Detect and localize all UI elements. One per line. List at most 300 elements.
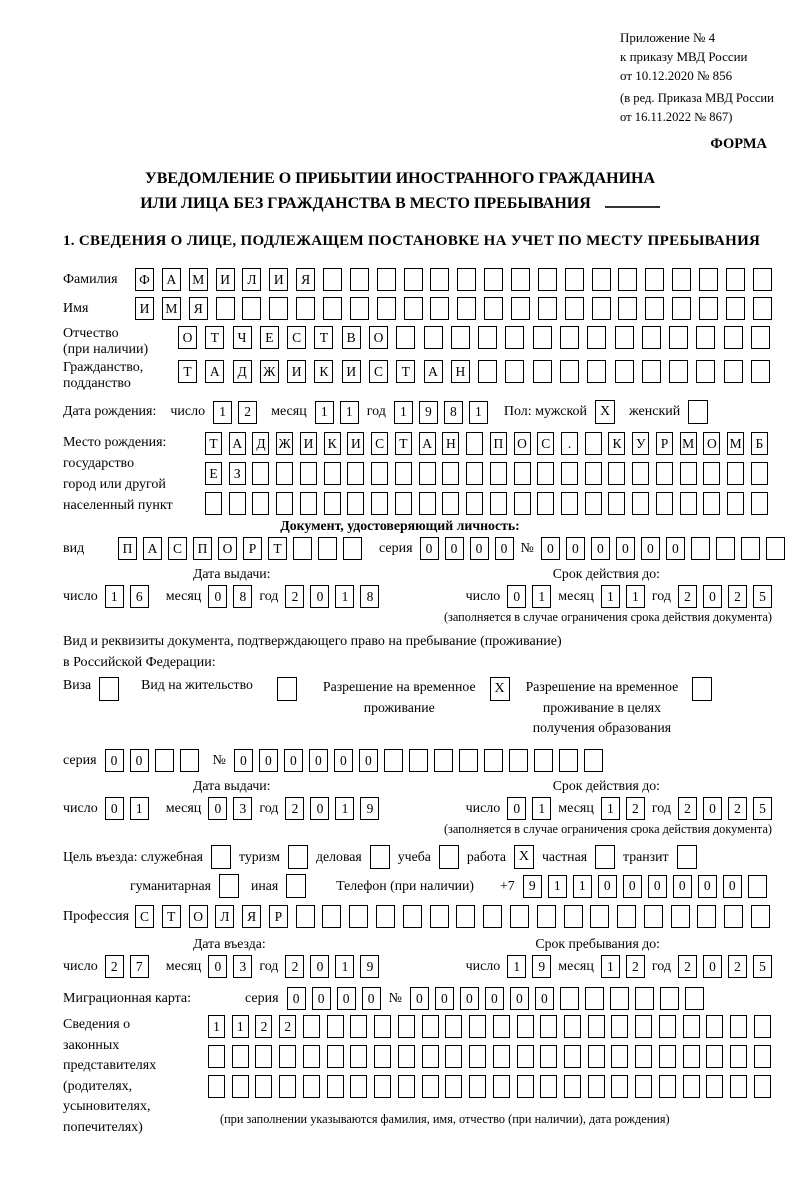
char-cell[interactable] [517, 1075, 534, 1098]
char-cell[interactable] [585, 987, 604, 1010]
char-cell[interactable] [611, 1045, 628, 1068]
char-cell[interactable]: 0 [666, 537, 685, 560]
char-cell[interactable]: С [168, 537, 187, 560]
char-cell[interactable] [322, 905, 341, 928]
char-cell[interactable] [540, 1015, 557, 1038]
char-cell[interactable] [303, 1045, 320, 1068]
purpose-tourism-checkbox[interactable] [288, 845, 308, 869]
char-cell[interactable] [422, 1075, 439, 1098]
char-cell[interactable] [727, 492, 744, 515]
char-cell[interactable]: 0 [495, 537, 514, 560]
char-cell[interactable] [208, 1075, 225, 1098]
char-cell[interactable]: 0 [703, 955, 722, 978]
char-cell[interactable] [343, 537, 362, 560]
char-cell[interactable] [371, 492, 388, 515]
char-cell[interactable] [726, 297, 745, 320]
char-cell[interactable] [724, 905, 743, 928]
char-cell[interactable] [434, 749, 453, 772]
char-cell[interactable] [587, 326, 606, 349]
char-cell[interactable] [445, 1015, 462, 1038]
char-cell[interactable]: А [205, 360, 224, 383]
visa-checkbox[interactable] [99, 677, 119, 701]
char-cell[interactable]: 2 [105, 955, 124, 978]
char-cell[interactable]: Н [442, 432, 459, 455]
char-cell[interactable]: О [218, 537, 237, 560]
char-cell[interactable]: Л [242, 268, 261, 291]
char-cell[interactable] [538, 268, 557, 291]
char-cell[interactable] [642, 326, 661, 349]
char-cell[interactable]: 0 [337, 987, 356, 1010]
char-cell[interactable]: . [561, 432, 578, 455]
char-cell[interactable]: 1 [548, 875, 567, 898]
char-cell[interactable] [493, 1015, 510, 1038]
purpose-business-checkbox[interactable] [370, 845, 390, 869]
char-cell[interactable] [493, 1045, 510, 1068]
char-cell[interactable] [644, 905, 663, 928]
char-cell[interactable] [347, 492, 364, 515]
char-cell[interactable] [537, 462, 554, 485]
char-cell[interactable] [533, 326, 552, 349]
char-cell[interactable]: Т [395, 432, 412, 455]
char-cell[interactable]: Е [205, 462, 222, 485]
char-cell[interactable] [730, 1015, 747, 1038]
char-cell[interactable]: 0 [616, 537, 635, 560]
char-cell[interactable] [561, 462, 578, 485]
char-cell[interactable] [483, 905, 502, 928]
char-cell[interactable]: 1 [335, 585, 354, 608]
char-cell[interactable]: 2 [285, 585, 304, 608]
char-cell[interactable]: Р [656, 432, 673, 455]
char-cell[interactable] [255, 1075, 272, 1098]
char-cell[interactable] [376, 905, 395, 928]
char-cell[interactable] [685, 987, 704, 1010]
char-cell[interactable]: П [490, 432, 507, 455]
purpose-study-checkbox[interactable] [439, 845, 459, 869]
char-cell[interactable] [396, 326, 415, 349]
char-cell[interactable]: 0 [703, 585, 722, 608]
char-cell[interactable] [517, 1045, 534, 1068]
char-cell[interactable] [754, 1045, 771, 1068]
char-cell[interactable] [478, 326, 497, 349]
char-cell[interactable]: К [324, 432, 341, 455]
char-cell[interactable]: А [162, 268, 181, 291]
char-cell[interactable] [635, 1045, 652, 1068]
char-cell[interactable] [469, 1045, 486, 1068]
char-cell[interactable] [350, 268, 369, 291]
char-cell[interactable] [610, 987, 629, 1010]
char-cell[interactable]: У [632, 432, 649, 455]
char-cell[interactable] [466, 432, 483, 455]
char-cell[interactable]: 0 [105, 749, 124, 772]
char-cell[interactable] [242, 297, 261, 320]
char-cell[interactable]: 0 [334, 749, 353, 772]
residence-permit-checkbox[interactable] [277, 677, 297, 701]
char-cell[interactable]: Е [260, 326, 279, 349]
char-cell[interactable]: О [514, 432, 531, 455]
char-cell[interactable]: 1 [626, 585, 645, 608]
char-cell[interactable] [608, 462, 625, 485]
char-cell[interactable] [727, 462, 744, 485]
char-cell[interactable] [430, 905, 449, 928]
char-cell[interactable] [656, 492, 673, 515]
char-cell[interactable]: 2 [626, 797, 645, 820]
char-cell[interactable] [466, 462, 483, 485]
char-cell[interactable]: Р [243, 537, 262, 560]
char-cell[interactable]: 9 [360, 797, 379, 820]
char-cell[interactable]: 2 [678, 955, 697, 978]
char-cell[interactable] [659, 1075, 676, 1098]
char-cell[interactable]: О [189, 905, 208, 928]
char-cell[interactable] [659, 1015, 676, 1038]
char-cell[interactable] [564, 1045, 581, 1068]
char-cell[interactable] [398, 1075, 415, 1098]
char-cell[interactable]: 2 [279, 1015, 296, 1038]
char-cell[interactable]: Т [268, 537, 287, 560]
char-cell[interactable] [585, 432, 602, 455]
char-cell[interactable]: Я [189, 297, 208, 320]
char-cell[interactable] [751, 905, 770, 928]
char-cell[interactable] [615, 326, 634, 349]
char-cell[interactable] [696, 360, 715, 383]
char-cell[interactable]: И [342, 360, 361, 383]
char-cell[interactable]: П [118, 537, 137, 560]
char-cell[interactable]: 1 [573, 875, 592, 898]
char-cell[interactable] [588, 1015, 605, 1038]
char-cell[interactable] [395, 462, 412, 485]
char-cell[interactable] [377, 268, 396, 291]
char-cell[interactable] [726, 268, 745, 291]
char-cell[interactable] [384, 749, 403, 772]
char-cell[interactable]: Ф [135, 268, 154, 291]
char-cell[interactable] [730, 1045, 747, 1068]
char-cell[interactable]: Ж [276, 432, 293, 455]
char-cell[interactable] [590, 905, 609, 928]
char-cell[interactable] [279, 1075, 296, 1098]
char-cell[interactable] [232, 1075, 249, 1098]
char-cell[interactable]: 0 [310, 585, 329, 608]
char-cell[interactable]: С [135, 905, 154, 928]
char-cell[interactable] [232, 1045, 249, 1068]
char-cell[interactable]: М [162, 297, 181, 320]
char-cell[interactable]: 0 [673, 875, 692, 898]
char-cell[interactable] [252, 492, 269, 515]
char-cell[interactable] [493, 1075, 510, 1098]
char-cell[interactable]: А [229, 432, 246, 455]
char-cell[interactable] [618, 268, 637, 291]
char-cell[interactable] [469, 1015, 486, 1038]
char-cell[interactable]: 1 [213, 401, 232, 424]
char-cell[interactable] [208, 1045, 225, 1068]
char-cell[interactable] [484, 749, 503, 772]
char-cell[interactable]: 7 [130, 955, 149, 978]
char-cell[interactable] [672, 268, 691, 291]
char-cell[interactable]: К [608, 432, 625, 455]
char-cell[interactable] [430, 268, 449, 291]
char-cell[interactable] [293, 537, 312, 560]
char-cell[interactable]: 0 [541, 537, 560, 560]
char-cell[interactable] [404, 297, 423, 320]
char-cell[interactable]: 0 [284, 749, 303, 772]
char-cell[interactable]: 0 [435, 987, 454, 1010]
char-cell[interactable]: 0 [234, 749, 253, 772]
char-cell[interactable] [635, 1015, 652, 1038]
char-cell[interactable]: 0 [470, 537, 489, 560]
char-cell[interactable] [276, 492, 293, 515]
char-cell[interactable]: Л [215, 905, 234, 928]
char-cell[interactable] [588, 1075, 605, 1098]
char-cell[interactable] [456, 905, 475, 928]
char-cell[interactable] [703, 492, 720, 515]
char-cell[interactable] [509, 749, 528, 772]
char-cell[interactable] [300, 492, 317, 515]
char-cell[interactable] [534, 749, 553, 772]
char-cell[interactable] [422, 1045, 439, 1068]
char-cell[interactable]: 0 [259, 749, 278, 772]
char-cell[interactable]: 0 [445, 537, 464, 560]
char-cell[interactable]: Т [396, 360, 415, 383]
char-cell[interactable] [683, 1075, 700, 1098]
char-cell[interactable] [229, 492, 246, 515]
char-cell[interactable]: И [347, 432, 364, 455]
char-cell[interactable] [350, 1075, 367, 1098]
char-cell[interactable] [459, 749, 478, 772]
char-cell[interactable]: Н [451, 360, 470, 383]
char-cell[interactable] [585, 492, 602, 515]
char-cell[interactable] [377, 297, 396, 320]
char-cell[interactable]: 1 [532, 797, 551, 820]
char-cell[interactable] [327, 1015, 344, 1038]
char-cell[interactable] [617, 905, 636, 928]
char-cell[interactable] [691, 537, 710, 560]
char-cell[interactable]: А [143, 537, 162, 560]
char-cell[interactable] [327, 1045, 344, 1068]
char-cell[interactable]: 0 [535, 987, 554, 1010]
char-cell[interactable] [538, 297, 557, 320]
char-cell[interactable]: 0 [460, 987, 479, 1010]
char-cell[interactable]: Т [178, 360, 197, 383]
char-cell[interactable] [766, 537, 785, 560]
char-cell[interactable] [269, 297, 288, 320]
char-cell[interactable]: 1 [601, 585, 620, 608]
char-cell[interactable] [451, 326, 470, 349]
char-cell[interactable] [466, 492, 483, 515]
char-cell[interactable]: И [216, 268, 235, 291]
char-cell[interactable]: Т [205, 326, 224, 349]
char-cell[interactable]: 2 [678, 585, 697, 608]
char-cell[interactable] [403, 905, 422, 928]
char-cell[interactable] [635, 987, 654, 1010]
char-cell[interactable] [724, 326, 743, 349]
char-cell[interactable]: 3 [233, 797, 252, 820]
char-cell[interactable] [645, 268, 664, 291]
char-cell[interactable] [618, 297, 637, 320]
char-cell[interactable] [680, 492, 697, 515]
char-cell[interactable]: 9 [419, 401, 438, 424]
char-cell[interactable] [748, 875, 767, 898]
char-cell[interactable] [511, 297, 530, 320]
char-cell[interactable]: 2 [255, 1015, 272, 1038]
char-cell[interactable] [445, 1075, 462, 1098]
char-cell[interactable]: 0 [510, 987, 529, 1010]
sex-male-checkbox[interactable]: X [595, 400, 615, 424]
char-cell[interactable]: 2 [285, 955, 304, 978]
purpose-transit-checkbox[interactable] [677, 845, 697, 869]
char-cell[interactable]: Д [233, 360, 252, 383]
char-cell[interactable] [564, 1075, 581, 1098]
char-cell[interactable]: 0 [566, 537, 585, 560]
char-cell[interactable] [540, 1075, 557, 1098]
char-cell[interactable]: 0 [208, 797, 227, 820]
char-cell[interactable] [510, 905, 529, 928]
char-cell[interactable]: О [178, 326, 197, 349]
char-cell[interactable]: 0 [598, 875, 617, 898]
char-cell[interactable] [741, 537, 760, 560]
char-cell[interactable] [350, 1045, 367, 1068]
char-cell[interactable] [672, 297, 691, 320]
purpose-private-checkbox[interactable] [595, 845, 615, 869]
char-cell[interactable] [371, 462, 388, 485]
char-cell[interactable]: С [287, 326, 306, 349]
char-cell[interactable] [669, 360, 688, 383]
char-cell[interactable] [754, 1015, 771, 1038]
char-cell[interactable]: И [135, 297, 154, 320]
char-cell[interactable] [252, 462, 269, 485]
char-cell[interactable] [419, 462, 436, 485]
char-cell[interactable] [347, 462, 364, 485]
char-cell[interactable]: 5 [753, 797, 772, 820]
char-cell[interactable] [699, 297, 718, 320]
char-cell[interactable] [608, 492, 625, 515]
char-cell[interactable] [457, 297, 476, 320]
char-cell[interactable]: К [314, 360, 333, 383]
char-cell[interactable]: 2 [238, 401, 257, 424]
char-cell[interactable]: М [727, 432, 744, 455]
char-cell[interactable]: 6 [130, 585, 149, 608]
char-cell[interactable] [635, 1075, 652, 1098]
char-cell[interactable]: 0 [698, 875, 717, 898]
char-cell[interactable]: И [269, 268, 288, 291]
char-cell[interactable]: 0 [485, 987, 504, 1010]
char-cell[interactable]: 9 [360, 955, 379, 978]
char-cell[interactable] [395, 492, 412, 515]
char-cell[interactable] [587, 360, 606, 383]
char-cell[interactable] [656, 462, 673, 485]
char-cell[interactable]: 0 [641, 537, 660, 560]
sex-female-checkbox[interactable] [688, 400, 708, 424]
char-cell[interactable] [537, 492, 554, 515]
char-cell[interactable] [374, 1075, 391, 1098]
char-cell[interactable] [327, 1075, 344, 1098]
char-cell[interactable]: 0 [310, 955, 329, 978]
char-cell[interactable] [706, 1045, 723, 1068]
char-cell[interactable] [478, 360, 497, 383]
char-cell[interactable] [696, 326, 715, 349]
char-cell[interactable]: Я [296, 268, 315, 291]
char-cell[interactable]: 1 [208, 1015, 225, 1038]
char-cell[interactable]: 1 [335, 797, 354, 820]
edu-permit-checkbox[interactable] [692, 677, 712, 701]
char-cell[interactable] [505, 360, 524, 383]
char-cell[interactable] [205, 492, 222, 515]
char-cell[interactable] [753, 297, 772, 320]
char-cell[interactable]: 0 [359, 749, 378, 772]
char-cell[interactable] [511, 268, 530, 291]
char-cell[interactable] [490, 462, 507, 485]
char-cell[interactable]: 1 [105, 585, 124, 608]
char-cell[interactable]: Р [269, 905, 288, 928]
char-cell[interactable] [300, 462, 317, 485]
char-cell[interactable] [349, 905, 368, 928]
char-cell[interactable]: С [369, 360, 388, 383]
char-cell[interactable] [751, 326, 770, 349]
char-cell[interactable] [703, 462, 720, 485]
char-cell[interactable] [699, 268, 718, 291]
char-cell[interactable]: 0 [623, 875, 642, 898]
char-cell[interactable] [484, 297, 503, 320]
char-cell[interactable] [560, 360, 579, 383]
char-cell[interactable] [564, 1015, 581, 1038]
purpose-official-checkbox[interactable] [211, 845, 231, 869]
char-cell[interactable] [592, 297, 611, 320]
char-cell[interactable] [615, 360, 634, 383]
char-cell[interactable] [540, 1045, 557, 1068]
char-cell[interactable] [419, 492, 436, 515]
char-cell[interactable]: 1 [232, 1015, 249, 1038]
char-cell[interactable]: 0 [410, 987, 429, 1010]
char-cell[interactable] [430, 297, 449, 320]
char-cell[interactable]: С [371, 432, 388, 455]
char-cell[interactable] [323, 268, 342, 291]
purpose-humanitarian-checkbox[interactable] [219, 874, 239, 898]
char-cell[interactable]: 1 [601, 797, 620, 820]
char-cell[interactable]: 2 [728, 955, 747, 978]
char-cell[interactable] [318, 537, 337, 560]
char-cell[interactable] [514, 492, 531, 515]
char-cell[interactable]: И [287, 360, 306, 383]
char-cell[interactable] [216, 297, 235, 320]
char-cell[interactable] [514, 462, 531, 485]
char-cell[interactable]: 0 [703, 797, 722, 820]
char-cell[interactable] [409, 749, 428, 772]
char-cell[interactable]: Т [162, 905, 181, 928]
char-cell[interactable]: 0 [208, 585, 227, 608]
char-cell[interactable]: 1 [507, 955, 526, 978]
char-cell[interactable] [442, 492, 459, 515]
char-cell[interactable] [404, 268, 423, 291]
char-cell[interactable]: П [193, 537, 212, 560]
char-cell[interactable] [584, 749, 603, 772]
char-cell[interactable]: 0 [105, 797, 124, 820]
char-cell[interactable] [565, 297, 584, 320]
char-cell[interactable]: 2 [678, 797, 697, 820]
char-cell[interactable] [669, 326, 688, 349]
char-cell[interactable]: Т [314, 326, 333, 349]
char-cell[interactable] [680, 462, 697, 485]
char-cell[interactable] [255, 1045, 272, 1068]
char-cell[interactable]: 1 [335, 955, 354, 978]
char-cell[interactable] [724, 360, 743, 383]
char-cell[interactable] [303, 1075, 320, 1098]
char-cell[interactable]: 8 [360, 585, 379, 608]
char-cell[interactable]: 0 [648, 875, 667, 898]
char-cell[interactable] [716, 537, 735, 560]
char-cell[interactable]: 2 [728, 797, 747, 820]
char-cell[interactable] [632, 462, 649, 485]
char-cell[interactable] [754, 1075, 771, 1098]
char-cell[interactable]: 5 [753, 585, 772, 608]
char-cell[interactable]: Я [242, 905, 261, 928]
char-cell[interactable]: 9 [523, 875, 542, 898]
